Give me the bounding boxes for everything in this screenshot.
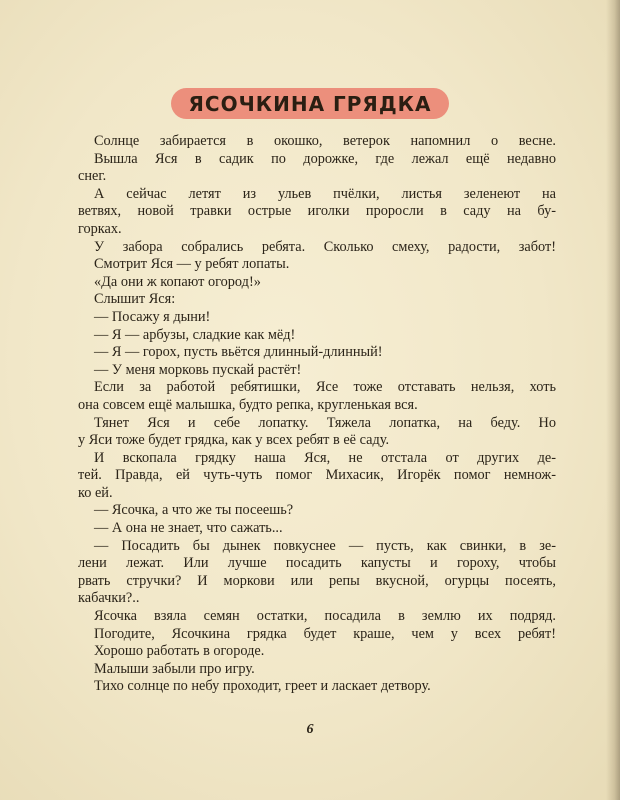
text-line: снег. <box>78 168 107 185</box>
text-line: тей. Правда, ей чуть-чуть помог Михасик, Игорёк помог немнож- <box>78 467 556 484</box>
text-line: Вышла Яся в садик по дорожке, где лежал ещё недавно <box>94 150 556 167</box>
story-title: ЯСОЧКИНА ГРЯДКА <box>171 88 450 119</box>
text-line: Солнце забирается в окошко, ветерок напомнил о весне. <box>94 133 556 149</box>
text-line: — А она не знает, что сажать... <box>94 520 283 537</box>
text-line: У забора собрались ребята. Сколько смеху, радости, забот! <box>94 238 556 255</box>
text-line: Ясочка взяла семян остатки, посадила в землю их подряд. <box>94 608 556 625</box>
text-line: Тихо солнце по небу проходит, греет и ласкает детвору. <box>94 678 431 695</box>
text-line: она совсем ещё малышка, будто репка, кругленькая вся. <box>78 396 418 413</box>
text-line: Слышит Яся: <box>94 291 176 308</box>
text-line: Если за работой ребятишки, Ясе тоже отставать нельзя, хоть <box>94 379 556 396</box>
text-line: — Я — горох, пусть вьётся длинный-длинный! <box>94 344 383 361</box>
text-line: Малыши забыли про игру. <box>94 660 255 677</box>
text-line: ко ей. <box>78 484 113 501</box>
text-line: Смотрит Яся — у ребят лопаты. <box>94 256 290 273</box>
title-area <box>0 88 620 119</box>
text-line: ветвях, новой травки острые иголки проросли в саду на бу- <box>78 203 556 220</box>
story-text <box>78 133 556 696</box>
text-line: «Да они ж копают огород!» <box>94 273 261 290</box>
text-line: рвать стручки? И моркови или репы вкусной, огурцы посеять, <box>78 572 556 589</box>
text-line: — У меня морковь пускай растёт! <box>94 361 302 378</box>
text-line: лени лежат. Или лучше посадить капусты и гороху, чтобы <box>78 555 556 572</box>
page-number: 6 <box>306 722 314 737</box>
text-line: А сейчас летят из ульев пчёлки, листья зеленеют на <box>94 185 556 202</box>
text-line: И вскопала грядку наша Яся, не отстала от других де- <box>94 449 556 466</box>
text-line: — Посадить бы дынек повкуснее — пусть, как свинки, в зе- <box>94 537 556 554</box>
text-line: — Ясочка, а что же ты посеешь? <box>94 502 294 519</box>
text-line: — Посажу я дыни! <box>94 308 211 325</box>
text-line: у Яси тоже будет грядка, как у всех ребят в её саду. <box>78 432 390 449</box>
text-line: Тянет Яся и себе лопатку. Тяжела лопатка, на беду. Но <box>94 414 556 431</box>
text-line: Погодите, Ясочкина грядка будет краше, чем у всех ребят! <box>94 625 556 642</box>
text-line: — Я — арбузы, сладкие как мёд! <box>94 326 296 343</box>
text-line: кабачки?.. <box>78 590 140 607</box>
spine-shadow <box>606 0 620 800</box>
text-line: Хорошо работать в огороде. <box>94 643 265 660</box>
text-line: горках. <box>78 220 122 237</box>
